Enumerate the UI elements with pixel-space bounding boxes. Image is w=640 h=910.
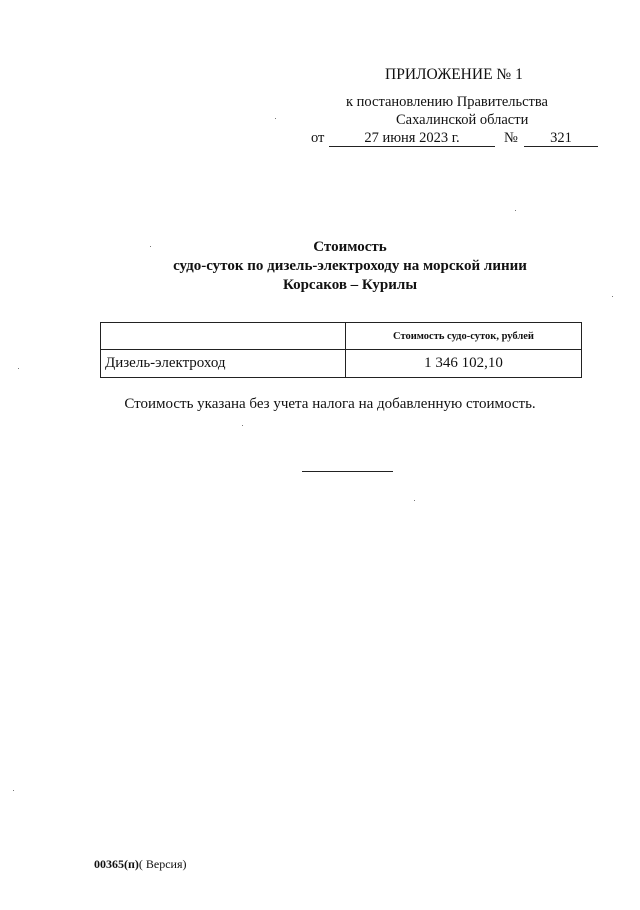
region-name: Сахалинской области <box>396 112 529 128</box>
scan-speck <box>150 246 151 247</box>
resolution-reference: к постановлению Правительства <box>346 94 548 110</box>
cost-table <box>100 322 582 378</box>
resolution-date-row <box>311 130 601 150</box>
number-sign: № <box>504 130 518 146</box>
footer-version: ( Версия) <box>138 857 187 871</box>
scan-speck <box>18 368 19 369</box>
vessel-name-cell: Дизель-электроход <box>101 350 346 378</box>
separator-line <box>302 471 393 472</box>
table-row <box>101 350 582 378</box>
table-header-row <box>101 323 582 350</box>
from-label: от <box>311 130 325 146</box>
scan-speck <box>612 296 613 297</box>
scan-speck <box>515 210 516 211</box>
scan-speck <box>242 425 243 426</box>
footer-code: 00365(п) <box>94 857 139 871</box>
scan-speck <box>13 790 14 791</box>
document-title-line3: Корсаков – Курилы <box>282 277 418 293</box>
resolution-number: 321 <box>524 130 598 147</box>
document-title-line1: Стоимость <box>313 239 387 255</box>
table-header-cell-empty <box>101 323 346 350</box>
resolution-date: 27 июня 2023 г. <box>329 130 495 147</box>
footer-document-code <box>94 857 187 872</box>
cost-value-cell: 1 346 102,10 <box>346 350 582 378</box>
scan-speck <box>275 118 276 119</box>
scan-speck <box>414 500 415 501</box>
document-title-line2: судо-суток по дизель-электроходу на морской линии <box>173 258 527 274</box>
appendix-title: ПРИЛОЖЕНИЕ № 1 <box>385 66 523 83</box>
table-header-cost: Стоимость судо-суток, рублей <box>346 323 582 350</box>
vat-note: Стоимость указана без учета налога на добавленную стоимость. <box>124 396 536 412</box>
